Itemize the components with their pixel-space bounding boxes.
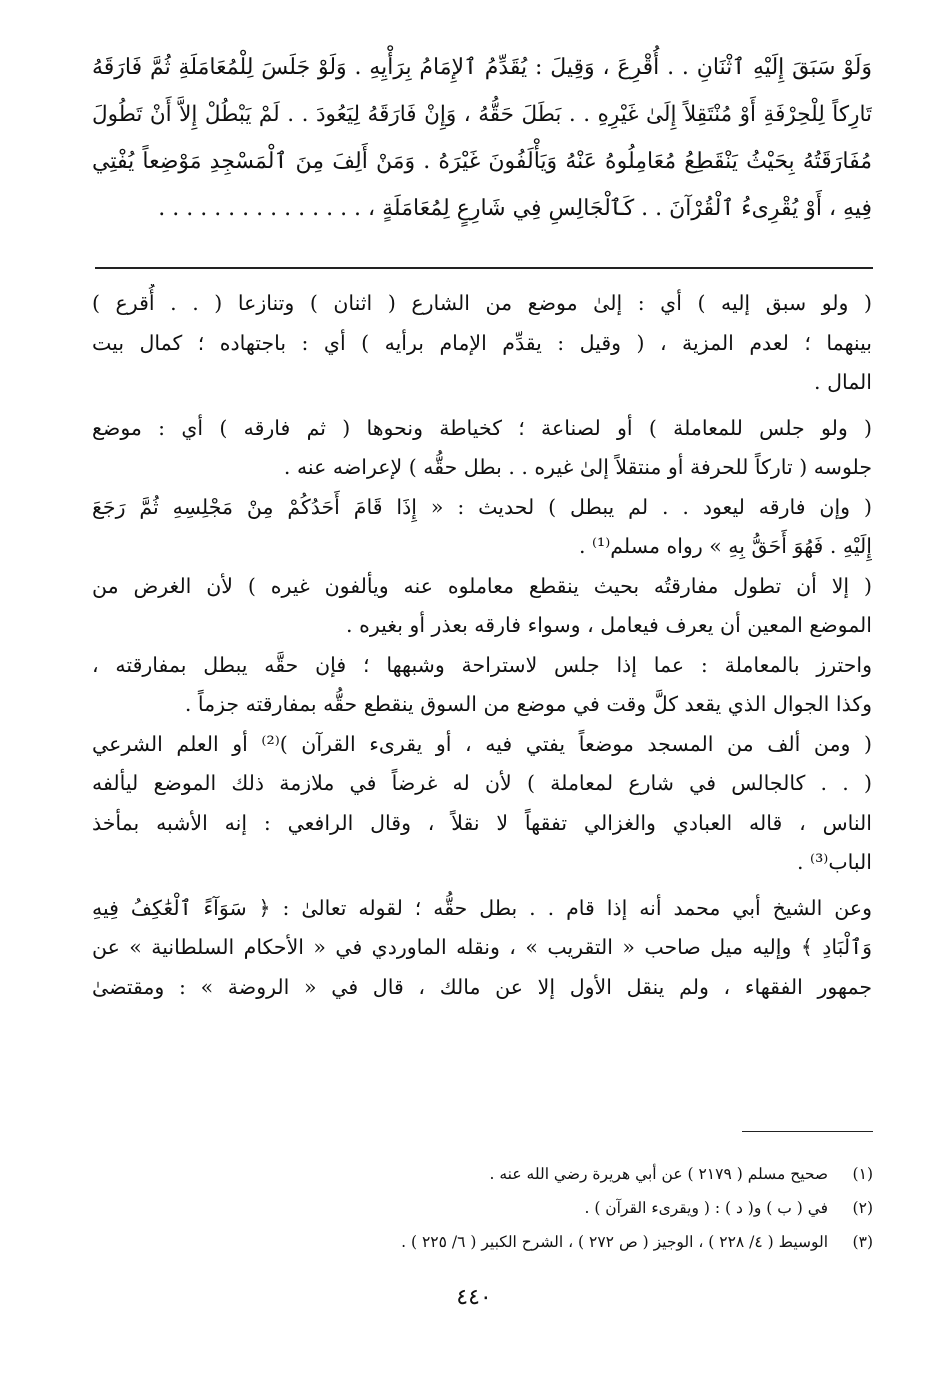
footnote (120, 1225, 873, 1259)
main-text-block (92, 44, 872, 232)
main-text-line: تَارِكاً لِلْحِرْفَةِ أَوْ مُنْتَقِلاً إِلَىٰ غَيْرِهِ . . بَطَلَ حَقُّهُ ، وَإِنْ فَارَقَهُ لِيَعُودَ . . لَمْ يَبْطُلْ إِلاَّ أَنْ تَطُولَ (92, 102, 872, 127)
footnote-text: الوسيط ( ٤/ ٢٢٨ ) ، الوجيز ( ص ٢٧٢ ) ، الشرح الكبير ( ٦/ ٢٢٥ ) . (401, 1233, 829, 1251)
footnote-text: في ( ب ) و( د ) : ( ويقرىء القرآن ) . (584, 1199, 829, 1217)
commentary-line: جلوسه ( تاركاً للحرفة أو منتقلاً إلىٰ غيره . . بطل حقُّه ) لإعراضه عنه . (283, 455, 872, 479)
commentary-line: ( ولو سبق إليه ) أي : إلىٰ موضع من الشارع ( اثنان ) وتنازعا ( . . أُقرع ) (92, 291, 872, 315)
commentary-line: الموضع المعين أن يعرف فيعامل ، وسواء فارقه بعذر أو بغيره . (346, 613, 872, 637)
footnotes-block (120, 1157, 873, 1259)
commentary-line: ( إلا أن تطول مفارقتُه بحيث ينقطع معاملوه عنه ويألفون غيره ) لأن الغرض من (92, 573, 872, 598)
footnote-number: (٢) (852, 1199, 873, 1217)
commentary-line: الناس ، قاله العبادي والغزالي تفقهاً لا نقلاً ، وقال الرافعي : إنه الأشبه بمأخذ (92, 810, 872, 835)
commentary-line: وكذا الجوال الذي يقعد كلَّ وقت في موضع من السوق ينقطع حقُّه بمفارقته جزماً . (184, 692, 872, 716)
main-text-line: وَلَوْ سَبَقَ إِلَيْهِ ٱثْنَانِ . . أُقْرِعَ ، وَقِيلَ : يُقَدِّمُ ٱلإِمَامُ بِرَأْيِهِ . وَلَوْ جَلَسَ لِلْمُعَامَلَةِ ثُمَّ فَارَقَهُ (92, 55, 872, 80)
commentary-block (92, 284, 872, 1007)
footnote (120, 1191, 873, 1225)
commentary-line: واحترز بالمعاملة : عما إذا جلس لاستراحة وشبهها ؛ فإن حقَّه يبطل بمفارقته ، (92, 652, 872, 677)
footnote-text: صحيح مسلم ( ٢١٧٩ ) عن أبي هريرة رضي الله عنه . (489, 1165, 829, 1183)
main-text-line: فِيهِ ، أَوْ يُقْرِىءُ ٱلْقُرْآنَ . . كَٱلْجَالِسِ فِي شَارِعٍ لِمُعَامَلَةٍ ، . . . . . . . . . . . . . . . (158, 196, 872, 221)
commentary-line: الباب⁽³⁾ . (796, 850, 872, 874)
footnote (120, 1157, 873, 1191)
footnote-number: (٣) (852, 1233, 873, 1251)
footnote-number: (١) (852, 1165, 873, 1183)
commentary-line: إِلَيْهِ . فَهُوَ أَحَقُّ بِهِ » رواه مسلم⁽¹⁾ . (578, 534, 872, 558)
commentary-line: وَٱلْبَادِ ﴾ وإليه ميل صاحب « التقريب » ، ونقله الماوردي في « الأحكام السلطانية » عن (92, 935, 872, 959)
commentary-line: المال . (814, 370, 872, 394)
commentary-line: وعن الشيخ أبي محمد أنه إذا قام . . بطل حقُّه ؛ لقوله تعالىٰ : ﴿ سَوَآءً ٱلْعَٰكِفُ فِيهِ (92, 895, 872, 920)
main-text-line: مُفَارَقَتُهُ بِحَيْثُ يَنْقَطِعُ مُعَامِلُوهُ عَنْهُ وَيَأْلَفُونَ غَيْرَهُ . وَمَنْ أَلِفَ مِنَ ٱلْمَسْجِدِ مَوْضِعاً يُفْتِي (92, 149, 872, 174)
commentary-line: ( . . كالجالس في شارع لمعاملة ) لأن له غرضاً في ملازمة ذلك الموضع ليألفه (92, 771, 872, 795)
page-number: ٤٤٠ (456, 1285, 492, 1310)
commentary-line: ( وإن فارقه ليعود . . لم يبطل ) لحديث : « إِذَا قَامَ أَحَدُكُمْ مِنْ مَجْلِسِهِ ثُمَّ رَجَعَ (92, 494, 872, 519)
footnote-separator (742, 1131, 873, 1132)
main-text-separator (95, 267, 873, 269)
commentary-line: بينهما ؛ لعدم المزية ، ( وقيل : يقدِّم الإمام برأيه ) أي : باجتهاده ؛ كمال بيت (92, 330, 872, 355)
commentary-line: جمهور الفقهاء ، ولم ينقل الأول إلا عن مالك ، قال في « الروضة » : ومقتضىٰ (92, 974, 872, 999)
commentary-line: ( ولو جلس للمعاملة ) أو لصناعة ؛ كخياطة ونحوها ( ثم فارقه ) أي : موضع (92, 415, 872, 440)
commentary-line: ( ومن ألف من المسجد موضعاً يفتي فيه ، أو يقرىء القرآن )⁽²⁾ أو العلم الشرعي (92, 731, 872, 756)
